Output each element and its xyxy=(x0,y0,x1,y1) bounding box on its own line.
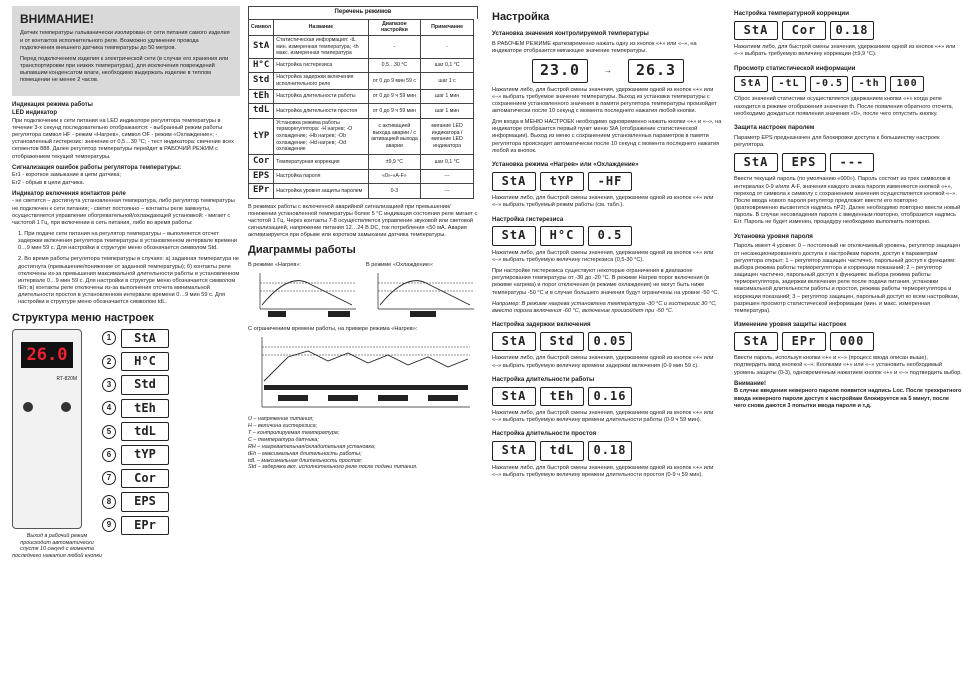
mode-lcd-value: -HF xyxy=(588,172,632,191)
relay-text: - не светится – достигнута установленная температура, либо регулятор температуры не подключен к сети питания; - светит постоянно – контакты реле замкнуты, осуществляется управление обогревательной/охлаждающей установкой; - мигает с частотой 1 Гц, при включении в сеть питания, либо во время работы: xyxy=(12,198,235,226)
led-section-title: Индикация режима работы xyxy=(12,102,93,109)
menu-item-code: H°C xyxy=(121,352,169,371)
error-er1: Er1 - короткое замыкание в цепи датчика; xyxy=(12,172,121,179)
led-section-subtitle: LED индикатор xyxy=(12,110,58,117)
work-title: Настройка длительности работы xyxy=(492,375,595,383)
modes-cell-name: Температурная коррекция xyxy=(274,155,368,170)
diagram-heat-svg xyxy=(248,269,358,319)
stat-title: Просмотр статистической информации xyxy=(734,64,856,72)
modes-cell-range: «0»-«A-F» xyxy=(368,169,421,184)
setpoint-title: Установка значения контролируемой температуры xyxy=(492,30,649,38)
menu-caption: Выход в рабочий режим происходит автоматически спустя 10 секунд с момента последнего нажатия любой кнопки xyxy=(12,532,102,560)
warning-paragraph-1: Датчик температуры гальванически изолирован от сети питания самого изделия и от контактов исполнительного реле. Возможно удлинение провода подключения внешнего датчика температуры до 50 метров. xyxy=(20,30,230,51)
modes-cell-symbol: StA xyxy=(249,35,274,58)
column-1 xyxy=(12,6,240,560)
cor-title: Настройка температурной коррекции xyxy=(734,10,850,17)
setpoint-lcd-row xyxy=(492,59,724,82)
legend-item: tdL – максимальная длительность простоя; xyxy=(248,457,363,464)
modes-cell-note: шаг 0,1 °С xyxy=(421,155,474,170)
modes-header-range: Диапазон настройки xyxy=(368,19,421,35)
modes-cell-symbol: tYP xyxy=(249,118,274,154)
hyst-title: Настройка гистерезиса xyxy=(492,215,564,223)
hyst-lcd-hc: H°C xyxy=(540,226,584,245)
device-button-minus[interactable] xyxy=(23,402,33,412)
legend-item: C – температура датчика; xyxy=(248,436,319,443)
modes-cell-range: от 0 до 9 ч 59 мин xyxy=(368,104,421,119)
modes-cell-name: Настройка гистерезиса xyxy=(274,58,368,73)
mode-lcd-sta: StA xyxy=(492,172,536,191)
menu-item-number: 4 xyxy=(102,401,116,415)
menu-item xyxy=(102,445,169,464)
modes-cell-range: 0-3 xyxy=(368,184,421,199)
menu-item-code: EPr xyxy=(121,516,169,535)
pass-lcd-sta: StA xyxy=(734,153,778,172)
delay-lcd-value: 0.05 xyxy=(588,332,632,351)
legend-item: tEh – максимальная длительность работы; xyxy=(248,450,362,457)
device-illustration-wrap xyxy=(12,329,102,561)
device-button-plus[interactable] xyxy=(61,402,71,412)
modes-header-note: Примечание xyxy=(421,19,474,35)
change-lcd-epr: EPr xyxy=(782,332,826,351)
menu-items-list xyxy=(102,329,169,535)
modes-table-row xyxy=(249,155,474,170)
menu-structure xyxy=(12,329,240,561)
work-text: Нажатием либо, для быстрой смены значения, удержанием одной из кнопок «+» или «–» выбрать требуемую величину времени длительности работы (0-9 ч 59 мин). xyxy=(492,409,714,424)
modes-cell-symbol: EPS xyxy=(249,169,274,184)
modes-table-row xyxy=(249,89,474,104)
device-illustration xyxy=(12,329,82,529)
pass-lcd-value: --- xyxy=(830,153,874,172)
diagram-legend xyxy=(248,416,478,471)
modes-table-row xyxy=(249,58,474,73)
device-model-label: RT-820M xyxy=(56,375,77,382)
modes-cell-symbol: Cor xyxy=(249,155,274,170)
change-lcd-row xyxy=(734,332,962,351)
idle-text: Нажатием либо, для быстрой смены значения, удержанием одной из кнопок «+» или «–» выбрать требуемую величину времени длительности простоя (0-9 ч 59 мин). xyxy=(492,464,714,478)
idle-lcd-tdl: tdL xyxy=(540,441,584,460)
device-display: 26.0 xyxy=(21,342,73,368)
relay-title: Индикатор включения контактов реле xyxy=(12,190,126,197)
error-er2: Er2 - обрыв в цепи датчика. xyxy=(12,179,85,186)
menu-item-number: 8 xyxy=(102,495,116,509)
menu-item xyxy=(102,516,169,535)
modes-cell-range: - xyxy=(368,35,421,58)
menu-item-code: tEh xyxy=(121,399,169,418)
modes-cell-range: 0,5…30 °С xyxy=(368,58,421,73)
mode-text: Нажатием либо, для быстрой смены значения, удержанием одной из кнопок «+» или «–» выбрать требуемый режим работы (см. табл.). xyxy=(492,195,714,209)
modes-header-name: Название xyxy=(274,19,368,35)
menu-item-code: tdL xyxy=(121,422,169,441)
stat-lcd: -tL xyxy=(772,76,806,93)
modes-table-title: Перечень режимов xyxy=(248,6,478,19)
hyst-lcd-row xyxy=(492,226,724,245)
modes-table-row xyxy=(249,35,474,58)
modes-cell-name: Настройка уровня защиты паролем xyxy=(274,184,368,199)
modes-cell-symbol: Std xyxy=(249,73,274,89)
cor-text: Нажатием либо, для быстрой смены значения, удержанием одной из кнопок «+» или «–» выбрать требуемую величину коррекции (±9,9 °С). xyxy=(734,44,956,58)
menu-enter-text: Для входа в МЕНЮ НАСТРОЕК необходимо одновременно нажать кнопки «+» и «–», на индикаторе отобразится первый пункт меню StA (отображение статистической информации). Выход из меню с сохранением установленных параметров в памяти регулятора происходит автоматически после 10 секунд с момента последнего нажатия любой из кнопок. xyxy=(492,119,722,154)
column-4 xyxy=(734,6,962,414)
attention-text: В случае введения неверного пароля появится надпись Loc. После трехкратного ввода неверного пароля доступ к настройкам блокируется на 5 минут, после чего снова даются 3 попытки ввода пароля и т.д. xyxy=(734,388,962,409)
modes-cell-note: - xyxy=(421,35,474,58)
idle-lcd-sta: StA xyxy=(492,441,536,460)
warning-box xyxy=(12,6,240,96)
modes-cell-name: Настройка длительности простоя xyxy=(274,104,368,119)
setpoint-text: В РАБОЧЕМ РЕЖИМЕ кратковременно нажать одну из кнопок «+» или «–», на индикаторе отобразится мигающее значение температуры. xyxy=(492,41,697,55)
hyst-note: При настройке гистерезиса существуют некоторые ограничения в диапазоне регулирования температуры от -30 до -20 °С. В режиме Нагрев порог включения (в режиме нагрева) и порог отключения (в режиме охлаждения) не могут быть ниже температуры -50 °С и в случае большего значения будут ограничены на уровне -50 °С. xyxy=(492,268,720,296)
modes-header-symbol: Символ xyxy=(249,19,274,35)
modes-cell-note: шаг 1 мин xyxy=(421,104,474,119)
work-lcd-value: 0.16 xyxy=(588,387,632,406)
modes-cell-note: шаг 1 мин xyxy=(421,89,474,104)
modes-cell-range: с активацией выхода аварии / с активацией выхода аварии xyxy=(368,118,421,154)
menu-item xyxy=(102,422,169,441)
stat-text: Сброс значений статистики осуществляется удержанием кнопки «+» когда реле находится в режиме отображения значения th. После появления обратного отсчета, необходимо дождаться появления значения «0», после чего отпустить кнопку. xyxy=(734,96,954,117)
legend-item: H – величина гистерезиса; xyxy=(248,423,318,430)
idle-title: Настройка длительности простоя xyxy=(492,430,597,438)
legend-item: Std – задержка вкл. исполнительного реле после подачи питания. xyxy=(248,464,418,471)
pass-text: Параметр EPS предназначен для блокировки доступа к большинству настроек регулятора. xyxy=(734,134,940,148)
stat-lcd: -0.5 xyxy=(810,76,848,93)
diagrams-title: Диаграммы работы xyxy=(248,244,356,257)
hyst-lcd-value: 0.5 xyxy=(588,226,632,245)
setpoint-lcd-from: 23.0 xyxy=(532,59,588,82)
menu-item-code: StA xyxy=(121,329,169,348)
modes-cell-symbol: tEh xyxy=(249,89,274,104)
settings-title: Настройка xyxy=(492,11,550,23)
menu-item-number: 5 xyxy=(102,425,116,439)
modes-cell-note: мигание LED индикатора / мигание LED индикатора xyxy=(421,118,474,154)
setpoint-lcd-to: 26.3 xyxy=(628,59,684,82)
stat-lcd: -th xyxy=(852,76,886,93)
modes-cell-name: Настройка длительности работы xyxy=(274,89,368,104)
level-title: Установка уровня пароля xyxy=(734,232,813,240)
relay-item-1: 1. При подаче сети питания на регулятор температуры – выполняется отсчет задержки включения регулятора температуры в установленном интервале времени 0…9 мин 59 с. Для настройки в структуре меню обозначается символом Std. xyxy=(18,231,238,252)
warning-paragraph-2: Перед подключением изделия к электрической сети (в случае его хранения или транспортировки при низких температурах), для исключения повреждений выпавшим конденсатом влаги, необходимо выдержать изделие в теплом помещении не менее 2 часов. xyxy=(20,55,229,84)
menu-item-number: 1 xyxy=(102,331,116,345)
mode-title: Установка режима «Нагрев» или «Охлаждение» xyxy=(492,160,639,168)
cor-lcd-sta: StA xyxy=(734,21,778,40)
diagram-cool-label: В режиме «Охлаждение»: xyxy=(366,261,434,268)
modes-table xyxy=(248,19,474,199)
modes-cell-name: Настройка задержки включения исполнительного реле xyxy=(274,73,368,89)
menu-item-code: Std xyxy=(121,375,169,394)
led-section-text: При подключении к сети питания на LED индикаторе регулятора температуры в течение 3-х секунд последовательно отображаются: - выбранный режим работы регулятора символ HF - режим «Нагрев», символ OF - режим «Охлаждение»; - установленный гистерезис: значение от 0,5…30 °С; - тест индикатора: свечение всех сегментов 888. Далее регулятор температуры перейдет в РАБОЧИЙ РЕЖИМ с отображением текущей температуры. xyxy=(12,117,234,160)
modes-table-row xyxy=(249,73,474,89)
legend-item: RH – нагревательная/охладительная установка; xyxy=(248,443,376,450)
change-text: Ввести пароль, используя кнопки «+» и «–» (процесс ввода описан выше), подтвердить ввод кнопкой «–». Кнопками «+» или «–» установить необходимый уровень защиты (0-3), одновременным нажатием кнопок «+» и «–» подтвердить выбор. xyxy=(734,355,962,376)
stat-lcd-row xyxy=(734,76,962,93)
menu-item-code: EPS xyxy=(121,492,169,511)
relay-item-2: 2. Во время работы регулятора температуры в случаях: а) заданная температура не достигнута (превышение/понижение от заданной температуры); б) контакты реле отключены из-за превышения максимальной длительности работы в установленном интервале 0…9 мин 59 с. Для настройки в структуре меню обозначается символом tEh; в) контакты реле отключены из-за выполнения отсчета минимальной длительности простоя в установленном интервале времени 0…9 мин 59 с. Для настройки в структуре меню обозначается символом tdL. xyxy=(18,256,240,306)
warning-title: ВНИМАНИЕ! xyxy=(20,12,94,26)
delay-lcd-row xyxy=(492,332,724,351)
menu-item-code: Cor xyxy=(121,469,169,488)
menu-item xyxy=(102,329,169,348)
work-lcd-sta: StA xyxy=(492,387,536,406)
cor-lcd-row xyxy=(734,21,962,40)
modes-cell-note: шаг 0,1 °С xyxy=(421,58,474,73)
modes-cell-symbol: EPr xyxy=(249,184,274,199)
modes-table-row xyxy=(249,118,474,154)
modes-table-row xyxy=(249,169,474,184)
delay-lcd-std: Std xyxy=(540,332,584,351)
modes-table-row xyxy=(249,104,474,119)
arrow-icon: → xyxy=(604,65,612,75)
cor-lcd-value: 0.18 xyxy=(830,21,874,40)
modes-cell-range: от 0 до 9 мин 59 с xyxy=(368,73,421,89)
diagram-cool xyxy=(366,262,478,322)
alarm-note: В режимах работы с включенной аварийной сигнализацией при превышении/понижении установленной температуры более 5 °С индикация состояния реле мигает с частотой 1 Гц. Через контакты 7-8 осуществляется управление звуковой или световой сигнализацией, напряжение питания 12…24 В DC, ток потребления <50 мА. Авария активизируется при обрыве или коротком замыкании датчика температуры. xyxy=(248,203,478,239)
pass-lcd-row xyxy=(734,153,962,172)
hyst-example: Например: В режиме нагрева установлена температура -30 °С и гистерезис 30 °С, вместо порога включения -60 °С, включение произойдет при -50 °С. xyxy=(492,300,717,314)
modes-cell-range: ±9,9 °С xyxy=(368,155,421,170)
modes-cell-range: от 0 до 9 ч 59 мин xyxy=(368,89,421,104)
delay-lcd-sta: StA xyxy=(492,332,536,351)
diagram-row xyxy=(248,262,478,322)
idle-lcd-row xyxy=(492,441,724,460)
pass-lcd-eps: EPS xyxy=(782,153,826,172)
mode-lcd-row xyxy=(492,172,724,191)
pass-title: Защита настроек паролем xyxy=(734,123,815,131)
menu-item-number: 6 xyxy=(102,448,116,462)
legend-item: U – напряжение питания; xyxy=(248,416,314,423)
menu-item-number: 7 xyxy=(102,471,116,485)
menu-item xyxy=(102,469,169,488)
hyst-lcd-sta: StA xyxy=(492,226,536,245)
menu-item xyxy=(102,352,169,371)
attention-title: Внимание! xyxy=(734,380,766,387)
pass-text-2: Ввести текущий пароль (по умолчанию «000»). Пароль состоит из трех символов в интервалах 0-9 и/или A-F, значения каждого знака пароля изменяются кнопкой «+», переход от символа к символу с сохранением значения осуществляется кнопкой «–». После ввода нового пароля регулятор предложит ввести его повторно (кратковременно высветится надпись nP2). Далее необходимо повторно ввести новый пароль. В случае несовпадения пароля с введенным повторно, отобразится надпись Err. Пароль не будет изменен, процедуру необходимо выполнить повторно. xyxy=(734,176,961,226)
hyst-text: Нажатием либо, для быстрой смены значения, удержанием одной из кнопок «+» или «–» выбрать требуемую величину гистерезиса (0,5-30 °С). xyxy=(492,249,714,263)
menu-item-code: tYP xyxy=(121,445,169,464)
diagram-limited-label: С ограничением времени работы, на примере режима «Нагрев»: xyxy=(248,325,418,332)
diagram-heat-label: В режиме «Нагрев»: xyxy=(248,261,301,268)
column-3 xyxy=(492,6,724,483)
modes-table-row xyxy=(249,184,474,199)
modes-cell-symbol: H°C xyxy=(249,58,274,73)
cor-lcd-cor: Cor xyxy=(782,21,826,40)
menu-item-number: 2 xyxy=(102,355,116,369)
level-text: Пароль имеет 4 уровня: 0 – постоянный не отключаемый уровень, регулятор защищен от несанкционированного доступа к настройкам пароля, доступ к параметрам регулятора открыт; 1 – регулятор защищен частично, парольный доступ к функциям: выбора режима работы терморегулятора и коррекции показаний; 2 – регулятор защищен частично, парольный доступ к функциям: выбора режима работы терморегулятора, задержки включения реле после подачи питания, установки максимальной длительности работы и простоя, режима работы терморегулятора и коррекции показаний; 3 – регулятор защищен, парольный доступ ко всем настройкам, разрешен просмотр статистической информации (мин. и макс. измеренная температура). xyxy=(734,243,961,314)
menu-item-number: 3 xyxy=(102,378,116,392)
modes-cell-name: Настройка пароля xyxy=(274,169,368,184)
column-2 xyxy=(248,6,478,471)
menu-item xyxy=(102,399,169,418)
diagram-limited-svg xyxy=(248,333,474,413)
stat-lcd: 100 xyxy=(890,76,924,93)
errors-title: Сигнализация ошибок работы регулятора температуры: xyxy=(12,164,182,171)
change-lcd-value: 000 xyxy=(830,332,874,351)
modes-cell-note: --- xyxy=(421,184,474,199)
modes-cell-note: шаг 1 с xyxy=(421,73,474,89)
delay-title: Настройка задержки включения xyxy=(492,321,591,329)
work-lcd-row xyxy=(492,387,724,406)
setpoint-text-2: Нажатием либо, для быстрой смены значения, удержанием одной из кнопок «+» или «–» выбрать требуемое значение температуры. Выход из установки температуры с сохранением установленного значения в памяти регулятора температуры произойдет автоматически после 10 секунд с момента последнего нажатия любой кнопки. xyxy=(492,86,717,114)
change-title: Изменение уровня защиты настроек xyxy=(734,321,847,329)
stat-lcd: StA xyxy=(734,76,768,93)
delay-text: Нажатием либо, для быстрой смены значения, удержанием одной из кнопок «+» или «–» выбрать требуемую величину времени задержки включения (0-9 мин 59 с). xyxy=(492,355,714,369)
modes-cell-symbol: tdL xyxy=(249,104,274,119)
menu-item xyxy=(102,375,169,394)
diagram-heat xyxy=(248,262,360,322)
menu-item xyxy=(102,492,169,511)
mode-lcd-typ: tYP xyxy=(540,172,584,191)
diagram-cool-svg xyxy=(366,269,476,319)
legend-item: T – контролируемая температура; xyxy=(248,429,340,436)
idle-lcd-value: 0.18 xyxy=(588,441,632,460)
change-lcd-sta: StA xyxy=(734,332,778,351)
menu-structure-title: Структура меню настроек xyxy=(12,311,154,324)
work-lcd-teh: tEh xyxy=(540,387,584,406)
modes-cell-name: Статистическая информация: -tL мин. измеренная температура; -th макс. измеренная температура xyxy=(274,35,368,58)
menu-item-number: 9 xyxy=(102,518,116,532)
modes-cell-name: Установка режима работы терморегулятора: -H нагрев; -O охлаждение; -Hb нагрев; -Ob охлаждение; -Hd нагрев; -Od охлаждение xyxy=(274,118,368,154)
modes-cell-note: --- xyxy=(421,169,474,184)
